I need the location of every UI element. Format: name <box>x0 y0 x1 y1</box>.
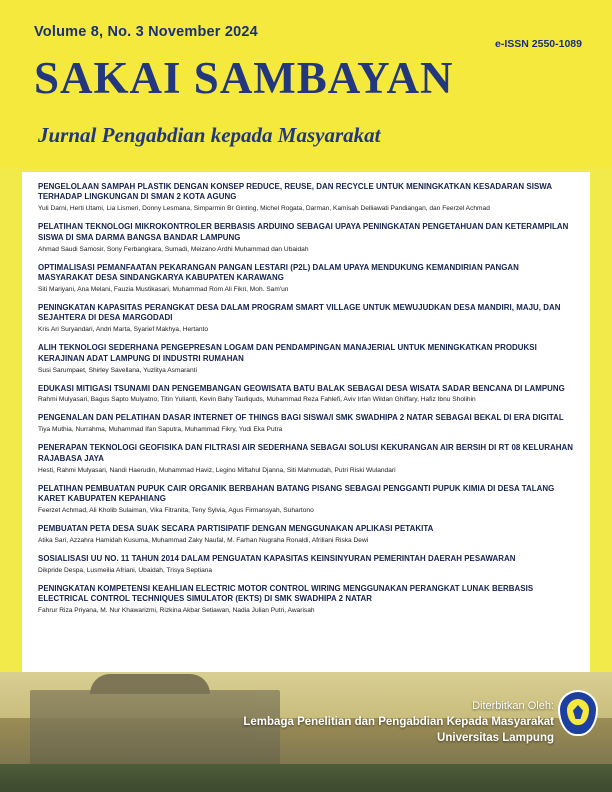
article-authors: Kris Ari Suryandari, Andri Marta, Syarief Makhya, Hertanto <box>38 326 209 334</box>
article-title: OPTIMALISASI PEMANFAATAN PEKARANGAN PANGAN LESTARI (P2L) DALAM UPAYA MENDUKUNG KEMANDIRIAN PANGAN MASYARAKAT DESA SINDANGKARYA KABUPATEN KARAWANG <box>38 262 519 283</box>
article-authors: Rahmi Mulyasari, Bagus Sapto Mulyatno, Titin Yulianti, Kevin Bahy Taufiquds, Muhammad Reza Fahlefi, Aviv Irfan Wildan Ghiffary, Hafiz Ibnu Sholihin <box>38 396 476 404</box>
article-title: PEMBUATAN PETA DESA SUAK SECARA PARTISIPATIF DENGAN MENGGUNAKAN APLIKASI PETAKITA <box>38 524 434 533</box>
article-title: SOSIALISASI UU NO. 11 TAHUN 2014 DALAM PENGUATAN KAPASITAS KEINSINYURAN PEMERINTAH DAERAH PESAWARAN <box>38 553 516 563</box>
table-of-contents-panel <box>22 172 590 672</box>
toc-entry <box>38 524 576 545</box>
eissn-text: e-ISSN 2550-1089 <box>495 38 582 50</box>
toc-entry <box>38 222 576 253</box>
article-title: ALIH TEKNOLOGI SEDERHANA PENGEPRESAN LOGAM DAN PENDAMPINGAN MANAJERIAL UNTUK MENINGKATKAN PRODUKSI KERAJINAN ADAT LAMPUNG DI INDUSTRI RUMAHAN <box>38 343 537 363</box>
toc-entry <box>38 484 576 515</box>
toc-entry <box>38 384 576 405</box>
toc-entry <box>38 413 576 434</box>
article-title: PENERAPAN TEKNOLOGI GEOFISIKA DAN FILTRASI AIR SEDERHANA SEBAGAI SOLUSI KEKURANGAN AIR BERSIH DI RT 08 KELURAHAN RAJABASA JAYA <box>38 443 574 463</box>
article-title: PENINGKATAN KAPASITAS PERANGKAT DESA DALAM PROGRAM SMART VILLAGE UNTUK MEWUJUDKAN DESA MANDIRI, MAJU, DAN SEJAHTERA DI DESA MARGODADI <box>38 302 561 323</box>
journal-title: SAKAI SAMBAYAN <box>34 53 454 103</box>
article-title: PELATIHAN TEKNOLOGI MIKROKONTROLER BERBASIS ARDUINO SEBAGAI UPAYA PENINGKATAN PENGETAHUAN DAN KETERAMPILAN SISWA DI SMA DARMA BANGSA BANDAR LAMPUNG <box>38 222 569 242</box>
article-authors: Yuli Darni, Herti Utami, Lia Lismeri, Donny Lesmana, Simparmin Br Ginting, Michel Rogata, Darman, Kamisah Delliawati Pandiangan, dan Feerzel Achmad <box>38 205 490 213</box>
toc-entry <box>38 584 576 615</box>
article-authors: Siti Mariyani, Ana Melani, Fauzia Mustikasari, Muhammad Rom Ali Fikri, Moh. Sam'un <box>38 285 289 293</box>
article-authors: Tiya Muthia, Nurrahma, Muhammad Ifan Saputra, Muhammad Fikry, Yudi Eka Putra <box>38 426 283 434</box>
toc-entry <box>38 303 576 334</box>
table-of-contents <box>38 182 576 624</box>
cover-header <box>0 0 612 168</box>
toc-entry <box>38 182 576 213</box>
toc-entry <box>38 443 576 474</box>
photo-trees <box>0 764 612 792</box>
article-title: PELATIHAN PEMBUATAN PUPUK CAIR ORGANIK BERBAHAN BATANG PISANG SEBAGAI PENGGANTI PUPUK KIMIA DI DESA TALANG KARET KABUPATEN KEPAHIANG <box>38 483 555 504</box>
article-authors: Feerzet Achmad, Ali Kholib Sulaiman, Vika Fitranita, Teny Sylvia, Agus Firmansyah, Suhartono <box>38 507 314 514</box>
article-title: PENINGKATAN KOMPETENSI KEAHLIAN ELECTRIC MOTOR CONTROL WIRING MENGGUNAKAN PERANGKAT LUNAK BERBASIS ELECTRICAL CONTROL TECHNIQUES SIMULATOR (EKTS) DI SMK SWADHIPA 2 NATAR <box>38 583 534 604</box>
university-logo-icon <box>558 690 598 736</box>
article-title: PENGENALAN DAN PELATIHAN DASAR INTERNET OF THINGS BAGI SISWA/I SMK SWADHIPA 2 NATAR SEBAGAI BEKAL DI ERA DIGITAL <box>38 413 564 423</box>
toc-entry <box>38 263 576 294</box>
article-authors: Fahrur Riza Priyana, M. Nur Khawarizmi, Rizkina Akbar Setiawan, Nadia Julian Putri, Awarisah <box>38 607 315 615</box>
journal-subtitle: Jurnal Pengabdian kepada Masyarakat <box>38 123 381 147</box>
article-authors: Susi Sarumpaet, Shirley Savellana, Yuzlitya Asmaranti <box>38 366 197 374</box>
article-authors: Hesti, Rahmi Mulyasari, Nandi Haerudin, Muhammad Haviz, Legino Miftahul Djanna, Siti Mahmudah, Putri Riski Wulandari <box>38 466 396 474</box>
publisher-university: Universitas Lampung <box>437 732 554 744</box>
article-authors: Atika Sari, Azzahra Hamidah Kusuma, Muhammad Zaky Naufal, M. Farhan Nugraha Ronaldi, Afriliani Riska Dewi <box>38 536 369 544</box>
volume-issue-text: Volume 8, No. 3 November 2024 <box>34 24 258 40</box>
published-by-label: Diterbitkan Oleh: <box>472 700 554 712</box>
publisher-institution: Lembaga Penelitian dan Pengabdian Kepada Masyarakat <box>243 716 554 728</box>
article-title: EDUKASI MITIGASI TSUNAMI DAN PENGEMBANGAN GEOWISATA BATU BALAK SEBAGAI DESA WISATA SADAR BENCANA DI LAMPUNG <box>38 383 565 393</box>
article-title: PENGELOLAAN SAMPAH PLASTIK DENGAN KONSEP REDUCE, REUSE, DAN RECYCLE UNTUK MENINGKATKAN KESADARAN SISWA TERHADAP LINGKUNGAN DI SMAN 2 KOTA AGUNG <box>38 182 552 202</box>
toc-entry <box>38 554 576 575</box>
publisher-block <box>224 698 554 746</box>
article-authors: Dikpride Despa, Lusmeilia Afriani, Ubaidah, Trisya Septiana <box>38 566 213 574</box>
toc-entry <box>38 343 576 374</box>
article-authors: Ahmad Saudi Samosir, Sony Ferbangkara, Sumadi, Meizano Ardhi Muhammad dan Ubaidah <box>38 245 309 253</box>
